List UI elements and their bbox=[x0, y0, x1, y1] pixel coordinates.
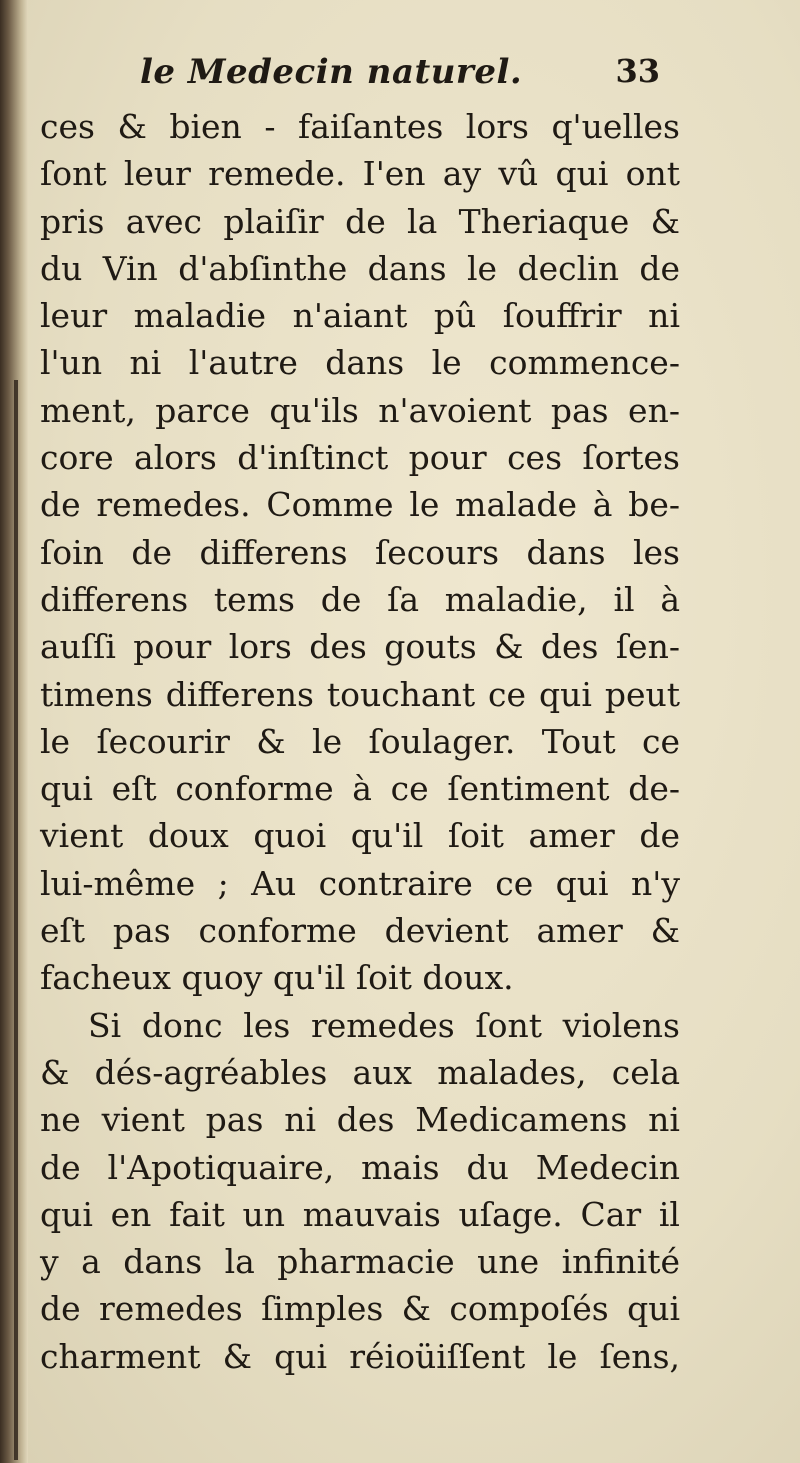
text-line: l'un ni l'autre dans le commence- bbox=[40, 343, 680, 383]
text-line: vient doux quoi qu'il ſoit amer de bbox=[40, 816, 680, 856]
text-line: ſont leur remede. I'en ay vû qui ont bbox=[40, 154, 680, 194]
paragraph-start-line: Si donc les remedes ſont violens bbox=[88, 1005, 680, 1045]
binding-edge bbox=[14, 380, 18, 1460]
running-title: le Medecin naturel. bbox=[140, 52, 523, 92]
text-line: ne vient pas ni des Medicamens ni bbox=[40, 1100, 680, 1140]
text-line: eſt pas conforme devient amer & bbox=[40, 911, 680, 951]
text-line: le ſecourir & le ſoulager. Tout ce bbox=[40, 721, 680, 761]
text-line: facheux quoy qu'il ſoit doux. bbox=[40, 958, 514, 998]
page-header bbox=[140, 50, 660, 100]
text-line: & dés-agréables aux malades, cela bbox=[40, 1052, 680, 1092]
text-line: differens tems de ſa maladie, il à bbox=[40, 579, 680, 619]
text-line: du Vin d'abſinthe dans le declin de bbox=[40, 248, 680, 288]
text-line: leur maladie n'aiant pû ſouffrir ni bbox=[40, 296, 680, 336]
text-line: charment & qui réioüiſſent le ſens, bbox=[40, 1336, 680, 1376]
text-line: qui en fait un mauvais uſage. Car il bbox=[40, 1194, 680, 1234]
text-line: lui-même ; Au contraire ce qui n'y bbox=[40, 863, 680, 903]
text-line: ces & bien - faiſantes lors q'uelles bbox=[40, 107, 680, 146]
text-line: qui eſt conforme à ce ſentiment de- bbox=[40, 769, 680, 809]
text-line: de l'Apotiquaire, mais du Medecin bbox=[40, 1147, 680, 1187]
text-line: pris avec plaiſir de la Theriaque & bbox=[40, 201, 680, 241]
text-line: ſoin de differens ſecours dans les bbox=[40, 532, 680, 572]
text-line: auſſi pour lors des gouts & des ſen- bbox=[40, 627, 680, 667]
text-line: core alors d'inſtinct pour ces ſortes bbox=[40, 438, 680, 478]
text-line: y a dans la pharmacie une infinité bbox=[40, 1242, 680, 1282]
page-number: 33 bbox=[615, 52, 660, 90]
text-line: de remedes ſimples & compoſés qui bbox=[40, 1289, 680, 1329]
body-text bbox=[40, 103, 680, 1380]
text-line: timens differens touchant ce qui peut bbox=[40, 674, 680, 714]
text-line: ment, parce qu'ils n'avoient pas en- bbox=[40, 390, 680, 430]
text-line: de remedes. Comme le malade à be- bbox=[40, 485, 680, 525]
